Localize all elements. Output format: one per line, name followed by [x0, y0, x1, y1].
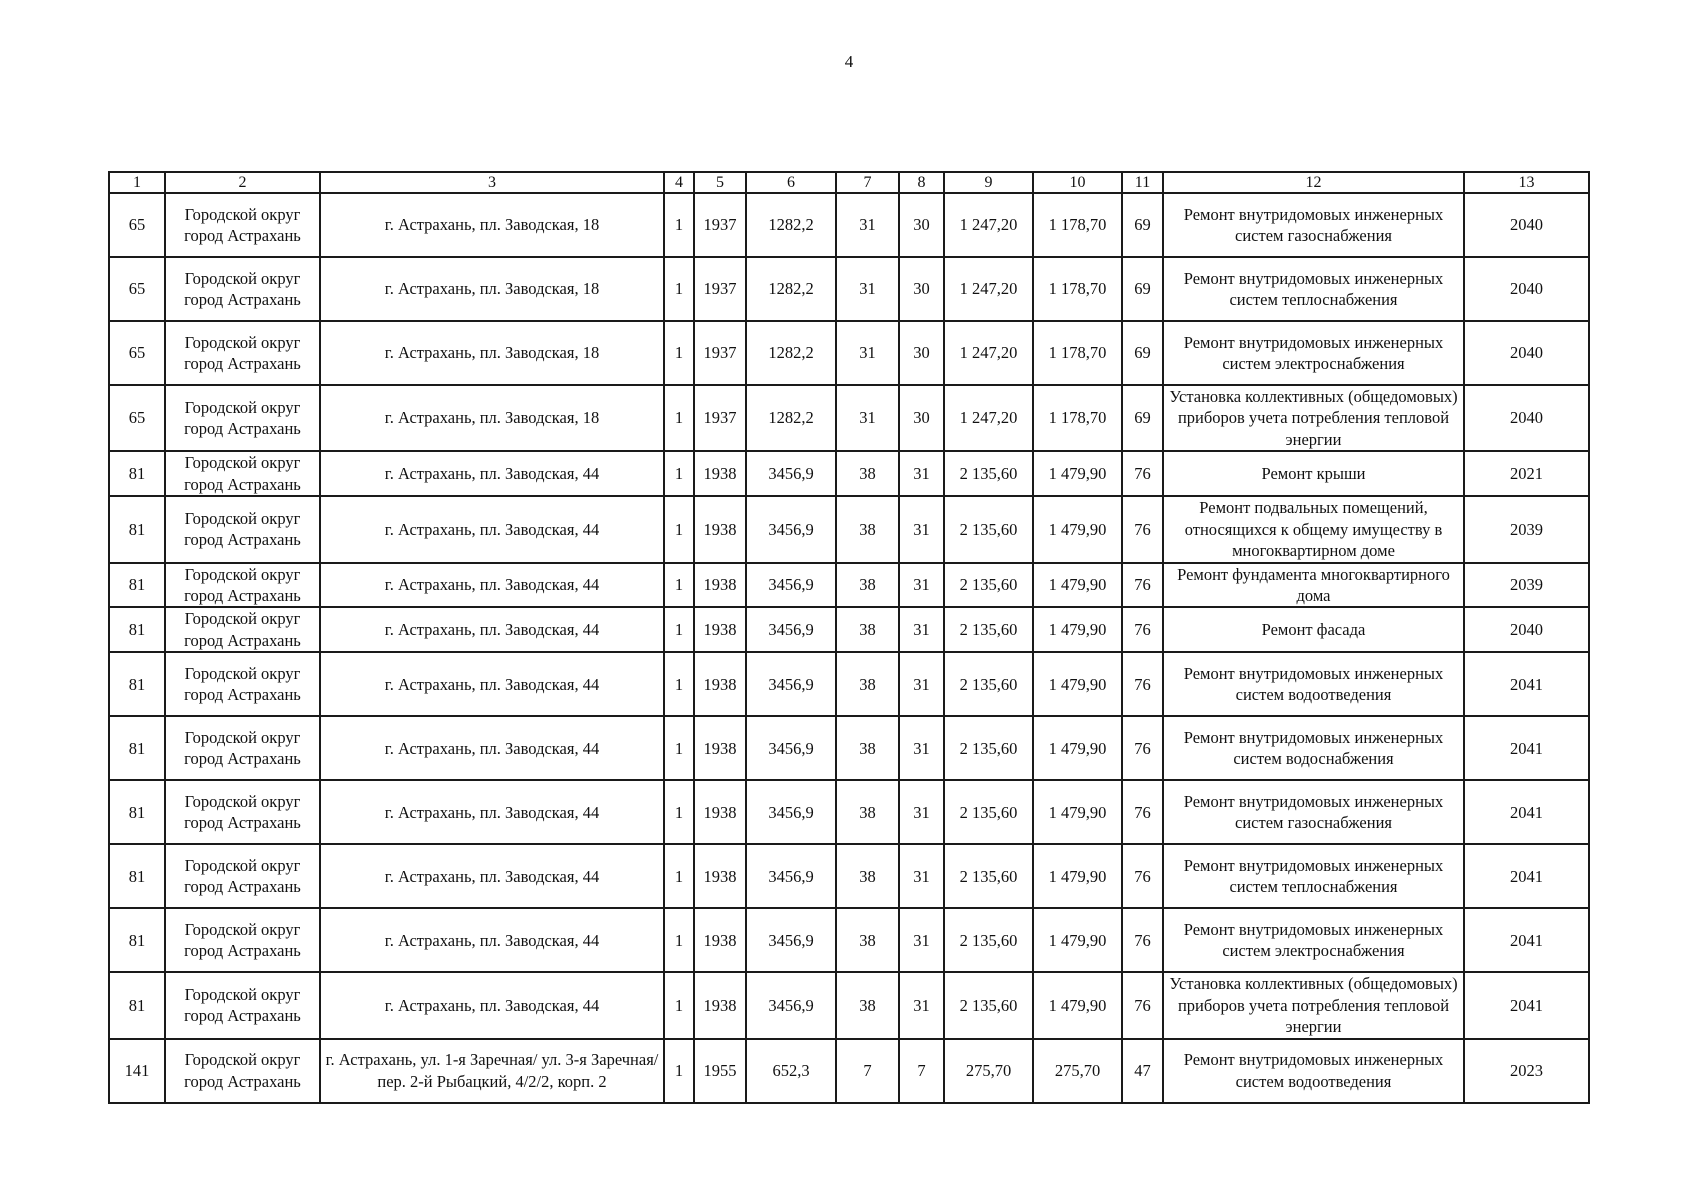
- table-cell: 38: [836, 451, 899, 496]
- table-cell: 2 135,60: [944, 908, 1033, 972]
- table-cell: 76: [1122, 972, 1163, 1038]
- table-cell: Ремонт внутридомовых инженерных систем водоотведения: [1163, 652, 1464, 716]
- table-cell: 31: [899, 652, 944, 716]
- table-cell: 38: [836, 908, 899, 972]
- table-cell: 2039: [1464, 496, 1589, 562]
- table-cell: 2040: [1464, 607, 1589, 652]
- table-cell: 1938: [694, 716, 746, 780]
- table-cell: Ремонт внутридомовых инженерных систем электроснабжения: [1163, 908, 1464, 972]
- table-cell: 1: [664, 257, 694, 321]
- column-header: 9: [944, 172, 1033, 193]
- table-cell: Ремонт внутридомовых инженерных систем газоснабжения: [1163, 780, 1464, 844]
- column-header: 10: [1033, 172, 1122, 193]
- table-cell: 3456,9: [746, 908, 836, 972]
- table-cell: 31: [899, 972, 944, 1038]
- table-cell: Ремонт внутридомовых инженерных систем теплоснабжения: [1163, 257, 1464, 321]
- table-cell: 7: [836, 1039, 899, 1103]
- table-cell: 1: [664, 607, 694, 652]
- table-cell: 1: [664, 563, 694, 608]
- table-cell: 81: [109, 908, 165, 972]
- table-cell: 65: [109, 193, 165, 257]
- column-header: 8: [899, 172, 944, 193]
- table-cell: 38: [836, 844, 899, 908]
- table-cell: 1: [664, 385, 694, 451]
- table-cell: 1282,2: [746, 321, 836, 385]
- table-cell: 1282,2: [746, 257, 836, 321]
- table-cell: 31: [836, 193, 899, 257]
- table-cell: 30: [899, 385, 944, 451]
- table-row: [109, 780, 1589, 844]
- table-cell: 3456,9: [746, 844, 836, 908]
- table-cell: г. Астрахань, пл. Заводская, 44: [320, 451, 664, 496]
- table-cell: г. Астрахань, пл. Заводская, 44: [320, 972, 664, 1038]
- table-cell: 652,3: [746, 1039, 836, 1103]
- table-cell: 1937: [694, 193, 746, 257]
- table-cell: 69: [1122, 257, 1163, 321]
- table-cell: г. Астрахань, пл. Заводская, 44: [320, 652, 664, 716]
- table-cell: 1: [664, 908, 694, 972]
- table-cell: 1 479,90: [1033, 563, 1122, 608]
- table-cell: 2041: [1464, 652, 1589, 716]
- table-cell: 31: [836, 321, 899, 385]
- table-cell: Городской округ город Астрахань: [165, 321, 320, 385]
- table-row: [109, 385, 1589, 451]
- table-cell: г. Астрахань, пл. Заводская, 44: [320, 496, 664, 562]
- table-cell: Ремонт внутридомовых инженерных систем электроснабжения: [1163, 321, 1464, 385]
- table-cell: 69: [1122, 321, 1163, 385]
- table-cell: 1 479,90: [1033, 780, 1122, 844]
- table-cell: 69: [1122, 193, 1163, 257]
- table-row: [109, 1039, 1589, 1103]
- table-row: [109, 652, 1589, 716]
- table-cell: 1 247,20: [944, 385, 1033, 451]
- table-cell: 2 135,60: [944, 780, 1033, 844]
- table-cell: 3456,9: [746, 607, 836, 652]
- table-cell: 65: [109, 321, 165, 385]
- table-cell: Ремонт внутридомовых инженерных систем водоотведения: [1163, 1039, 1464, 1103]
- table-cell: г. Астрахань, пл. Заводская, 18: [320, 385, 664, 451]
- table-row: [109, 844, 1589, 908]
- table-cell: Ремонт внутридомовых инженерных систем водоснабжения: [1163, 716, 1464, 780]
- table-cell: 1: [664, 780, 694, 844]
- table-cell: 1937: [694, 321, 746, 385]
- table-cell: 2040: [1464, 257, 1589, 321]
- table-cell: 31: [836, 385, 899, 451]
- table-cell: 2 135,60: [944, 972, 1033, 1038]
- table-row: [109, 607, 1589, 652]
- table-row: [109, 563, 1589, 608]
- table-cell: 1 247,20: [944, 321, 1033, 385]
- table-cell: 47: [1122, 1039, 1163, 1103]
- table-cell: 31: [899, 716, 944, 780]
- table-cell: г. Астрахань, пл. Заводская, 18: [320, 193, 664, 257]
- table-cell: 3456,9: [746, 652, 836, 716]
- table-cell: 30: [899, 193, 944, 257]
- table-cell: 1938: [694, 563, 746, 608]
- table-row: [109, 908, 1589, 972]
- table-row: [109, 716, 1589, 780]
- table-cell: 38: [836, 607, 899, 652]
- table-cell: 1 479,90: [1033, 652, 1122, 716]
- table-cell: Городской округ город Астрахань: [165, 563, 320, 608]
- table-cell: 76: [1122, 652, 1163, 716]
- table-cell: 1: [664, 652, 694, 716]
- table-cell: 1 178,70: [1033, 321, 1122, 385]
- table-cell: Установка коллективных (общедомовых) приборов учета потребления тепловой энергии: [1163, 972, 1464, 1038]
- table-cell: Городской округ город Астрахань: [165, 652, 320, 716]
- table-cell: 1: [664, 1039, 694, 1103]
- table-cell: 76: [1122, 908, 1163, 972]
- table-cell: 3456,9: [746, 451, 836, 496]
- table-cell: 2040: [1464, 385, 1589, 451]
- table-cell: 81: [109, 652, 165, 716]
- table-cell: 1 479,90: [1033, 908, 1122, 972]
- table-cell: 7: [899, 1039, 944, 1103]
- table-cell: 2041: [1464, 844, 1589, 908]
- table-cell: 31: [899, 844, 944, 908]
- table-cell: 2040: [1464, 193, 1589, 257]
- column-header: 7: [836, 172, 899, 193]
- table-cell: 1 178,70: [1033, 193, 1122, 257]
- table-cell: Ремонт внутридомовых инженерных систем теплоснабжения: [1163, 844, 1464, 908]
- table-cell: 275,70: [1033, 1039, 1122, 1103]
- table-cell: 76: [1122, 496, 1163, 562]
- table-cell: 1938: [694, 844, 746, 908]
- column-header: 5: [694, 172, 746, 193]
- table-cell: 31: [899, 780, 944, 844]
- table-cell: 31: [899, 451, 944, 496]
- table-cell: 1938: [694, 780, 746, 844]
- table-cell: Городской округ город Астрахань: [165, 385, 320, 451]
- table-cell: Городской округ город Астрахань: [165, 972, 320, 1038]
- column-header: 4: [664, 172, 694, 193]
- table-cell: 2 135,60: [944, 496, 1033, 562]
- table-cell: 2041: [1464, 972, 1589, 1038]
- table-cell: 1938: [694, 972, 746, 1038]
- table-cell: 1 178,70: [1033, 385, 1122, 451]
- table-cell: 2 135,60: [944, 652, 1033, 716]
- table-cell: 38: [836, 652, 899, 716]
- table-cell: 38: [836, 972, 899, 1038]
- table-cell: 38: [836, 716, 899, 780]
- table-cell: 65: [109, 257, 165, 321]
- table-cell: 1938: [694, 451, 746, 496]
- table-cell: 76: [1122, 844, 1163, 908]
- table-cell: Ремонт крыши: [1163, 451, 1464, 496]
- table-cell: 3456,9: [746, 563, 836, 608]
- table-cell: 2041: [1464, 716, 1589, 780]
- table-cell: Городской округ город Астрахань: [165, 451, 320, 496]
- table-cell: 30: [899, 257, 944, 321]
- table-cell: Ремонт фасада: [1163, 607, 1464, 652]
- column-header: 1: [109, 172, 165, 193]
- table-cell: 31: [836, 257, 899, 321]
- table-cell: 1: [664, 844, 694, 908]
- table-cell: 2041: [1464, 780, 1589, 844]
- table-cell: 2021: [1464, 451, 1589, 496]
- column-header: 6: [746, 172, 836, 193]
- table-cell: 1937: [694, 385, 746, 451]
- table-cell: 1 178,70: [1033, 257, 1122, 321]
- table-cell: г. Астрахань, пл. Заводская, 44: [320, 780, 664, 844]
- table-cell: 2 135,60: [944, 563, 1033, 608]
- table-cell: 1 247,20: [944, 257, 1033, 321]
- table-cell: 30: [899, 321, 944, 385]
- table-cell: г. Астрахань, пл. Заводская, 44: [320, 716, 664, 780]
- table-cell: 141: [109, 1039, 165, 1103]
- table-cell: 2041: [1464, 908, 1589, 972]
- table-cell: 76: [1122, 563, 1163, 608]
- table-cell: 1 479,90: [1033, 716, 1122, 780]
- table-cell: 1: [664, 321, 694, 385]
- table-cell: 3456,9: [746, 780, 836, 844]
- column-header: 2: [165, 172, 320, 193]
- table-cell: Городской округ город Астрахань: [165, 1039, 320, 1103]
- table-cell: 2 135,60: [944, 716, 1033, 780]
- table-row: [109, 321, 1589, 385]
- table-cell: 31: [899, 607, 944, 652]
- table-cell: 38: [836, 780, 899, 844]
- table-cell: 1 479,90: [1033, 496, 1122, 562]
- column-header: 3: [320, 172, 664, 193]
- table-cell: Ремонт внутридомовых инженерных систем газоснабжения: [1163, 193, 1464, 257]
- column-header: 12: [1163, 172, 1464, 193]
- table-cell: г. Астрахань, пл. Заводская, 44: [320, 563, 664, 608]
- column-header: 13: [1464, 172, 1589, 193]
- table-cell: 3456,9: [746, 716, 836, 780]
- table-cell: 2040: [1464, 321, 1589, 385]
- table-row: [109, 496, 1589, 562]
- table-cell: г. Астрахань, пл. Заводская, 44: [320, 607, 664, 652]
- table-cell: 3456,9: [746, 972, 836, 1038]
- table-cell: г. Астрахань, пл. Заводская, 44: [320, 844, 664, 908]
- table-cell: 81: [109, 451, 165, 496]
- table-cell: 31: [899, 496, 944, 562]
- table-cell: 1937: [694, 257, 746, 321]
- table-cell: 81: [109, 716, 165, 780]
- table-cell: 1282,2: [746, 193, 836, 257]
- table-cell: 81: [109, 844, 165, 908]
- table-cell: 2 135,60: [944, 607, 1033, 652]
- table-cell: 1955: [694, 1039, 746, 1103]
- table-cell: 81: [109, 972, 165, 1038]
- table-cell: 69: [1122, 385, 1163, 451]
- table-cell: 31: [899, 563, 944, 608]
- table-cell: 1282,2: [746, 385, 836, 451]
- table-cell: 1938: [694, 607, 746, 652]
- table-cell: 2039: [1464, 563, 1589, 608]
- table-cell: 81: [109, 563, 165, 608]
- table-cell: Городской округ город Астрахань: [165, 257, 320, 321]
- column-header: 11: [1122, 172, 1163, 193]
- table-cell: 1: [664, 451, 694, 496]
- table-cell: 81: [109, 780, 165, 844]
- table-cell: Городской округ город Астрахань: [165, 496, 320, 562]
- table-cell: 1 247,20: [944, 193, 1033, 257]
- page-number: 4: [844, 52, 854, 71]
- table-cell: 1 479,90: [1033, 844, 1122, 908]
- table-row: [109, 257, 1589, 321]
- table-cell: 31: [899, 908, 944, 972]
- table-row: [109, 193, 1589, 257]
- table-cell: г. Астрахань, пл. Заводская, 44: [320, 908, 664, 972]
- table-cell: 38: [836, 563, 899, 608]
- table-cell: 275,70: [944, 1039, 1033, 1103]
- table-cell: 76: [1122, 716, 1163, 780]
- table-cell: 1 479,90: [1033, 451, 1122, 496]
- table-cell: Ремонт фундамента многоквартирного дома: [1163, 563, 1464, 608]
- table-cell: 1 479,90: [1033, 607, 1122, 652]
- table-cell: 2 135,60: [944, 844, 1033, 908]
- table-cell: Городской округ город Астрахань: [165, 193, 320, 257]
- table-row: [109, 451, 1589, 496]
- repair-program-table: [108, 171, 1590, 1104]
- table-cell: 38: [836, 496, 899, 562]
- table-cell: 1938: [694, 496, 746, 562]
- table-cell: 65: [109, 385, 165, 451]
- table-cell: 76: [1122, 451, 1163, 496]
- table-cell: 1938: [694, 652, 746, 716]
- table-cell: 3456,9: [746, 496, 836, 562]
- table-cell: 2023: [1464, 1039, 1589, 1103]
- table-cell: г. Астрахань, ул. 1-я Заречная/ ул. 3-я Заречная/ пер. 2-й Рыбацкий, 4/2/2, корп. 2: [320, 1039, 664, 1103]
- table-cell: 1 479,90: [1033, 972, 1122, 1038]
- table-row: [109, 972, 1589, 1038]
- table-cell: 76: [1122, 607, 1163, 652]
- table-cell: 1: [664, 193, 694, 257]
- table-cell: Городской округ город Астрахань: [165, 908, 320, 972]
- table-header-row: [109, 172, 1589, 193]
- table-cell: 1: [664, 716, 694, 780]
- table-cell: Городской округ город Астрахань: [165, 780, 320, 844]
- table-cell: 81: [109, 496, 165, 562]
- table-cell: 1: [664, 972, 694, 1038]
- table-cell: г. Астрахань, пл. Заводская, 18: [320, 257, 664, 321]
- table-cell: Городской округ город Астрахань: [165, 607, 320, 652]
- table-cell: Городской округ город Астрахань: [165, 844, 320, 908]
- table-cell: 1938: [694, 908, 746, 972]
- table-cell: 2 135,60: [944, 451, 1033, 496]
- table-cell: Ремонт подвальных помещений, относящихся к общему имуществу в многоквартирном доме: [1163, 496, 1464, 562]
- table-cell: 1: [664, 496, 694, 562]
- table-cell: 76: [1122, 780, 1163, 844]
- table-cell: 81: [109, 607, 165, 652]
- table-cell: Городской округ город Астрахань: [165, 716, 320, 780]
- table-cell: Установка коллективных (общедомовых) приборов учета потребления тепловой энергии: [1163, 385, 1464, 451]
- table-cell: г. Астрахань, пл. Заводская, 18: [320, 321, 664, 385]
